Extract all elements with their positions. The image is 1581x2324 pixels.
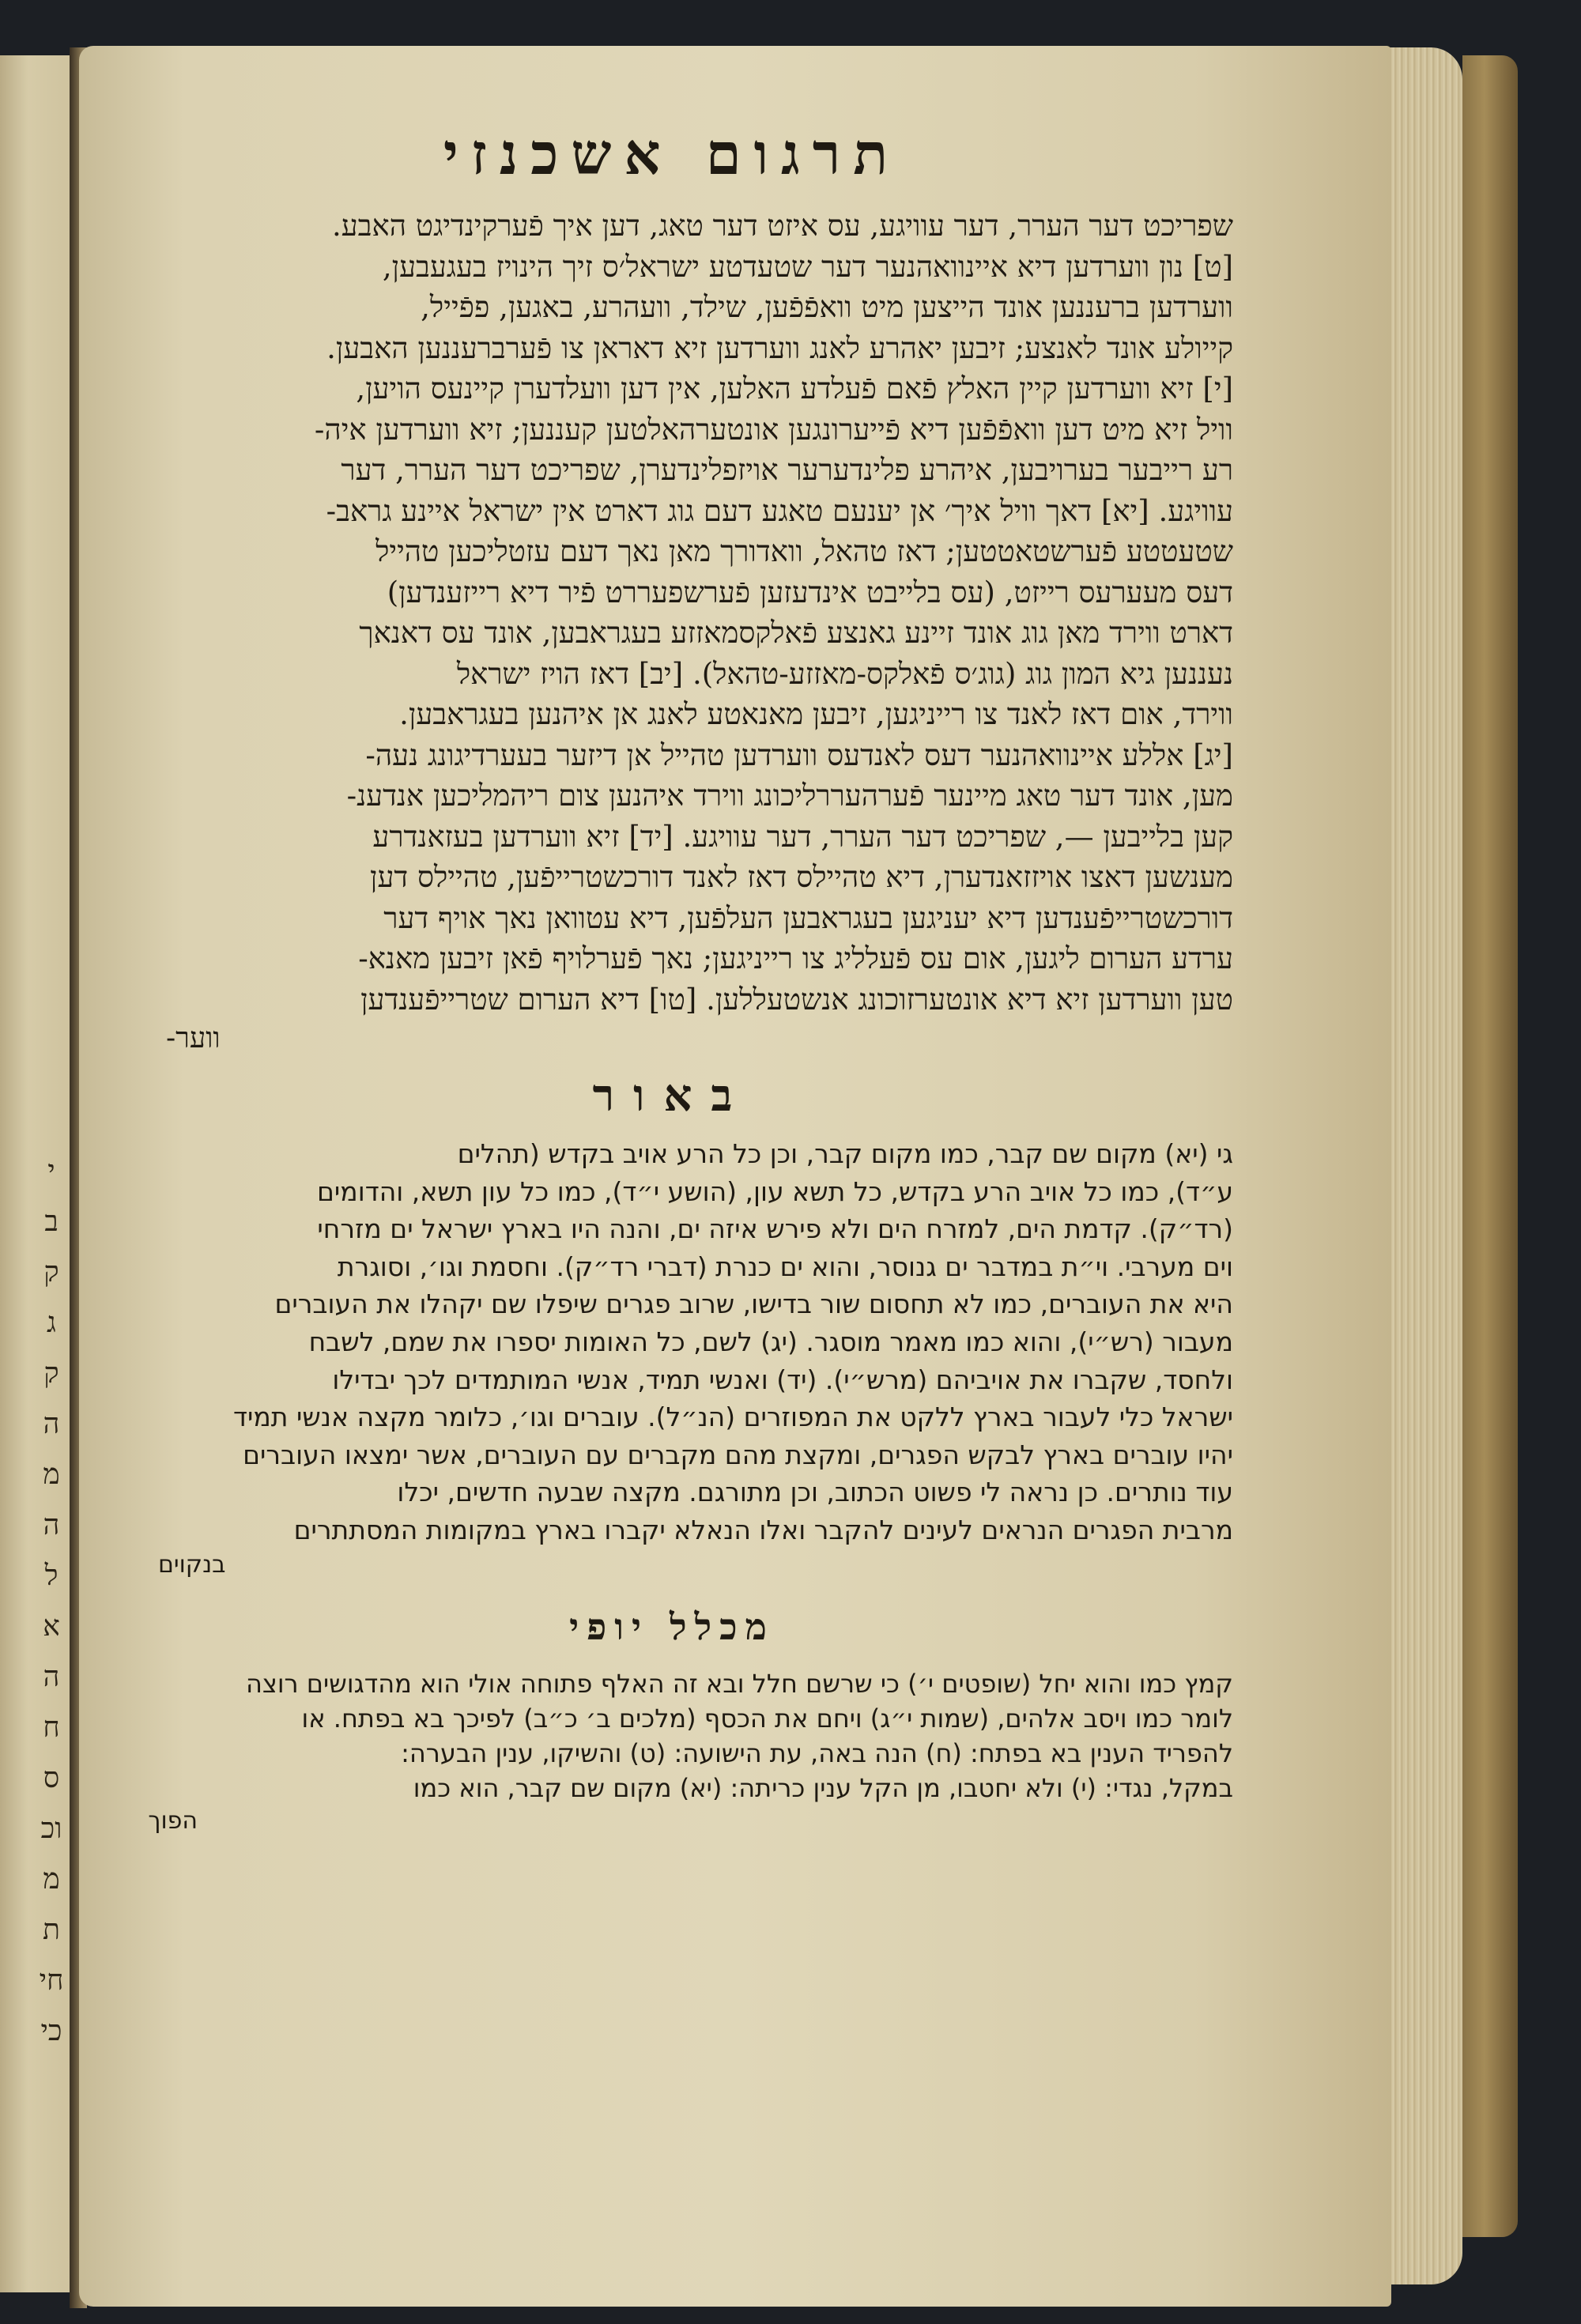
yiddish-line: דעס מעערעס רייזט, (עס בלייבט אינדעזען פֿערשפעררט פֿיר דיא רייזענדען) xyxy=(387,575,1233,609)
left-page-letter: ה xyxy=(43,1509,60,1541)
page-content xyxy=(111,119,1233,1837)
beur-line: (רד״ק). קדמת הים, למזרח הים ולא פירש איזה ים, והנה היו בארץ ישראל ים מזרחי xyxy=(317,1213,1233,1245)
yiddish-line: דארט ווירד מאן גוג אונד זיינע גאנצע פֿאלקסמאזזע בעגראבען, אונד עס דאנאך xyxy=(359,616,1233,650)
yiddish-catchword: ווער- xyxy=(166,1022,221,1054)
left-page-letter: ח xyxy=(43,1711,60,1744)
yiddish-line: מענשען דאצו אויזזאנדערן, דיא טהיילס דאז לאנד דורכשטרייפֿען, טהיילס דען xyxy=(370,860,1233,894)
beur-catchword: בנקוים xyxy=(158,1550,226,1579)
left-page-letter: א xyxy=(43,1610,60,1643)
yofi-catchword: הפוך xyxy=(148,1806,198,1835)
beur-line: גי (יא) מקום שם קבר, כמו מקום קבר, וכן כל הרע אויב בקדש (תהלים xyxy=(457,1138,1233,1169)
running-head: תרגום אשכנזי xyxy=(443,120,901,187)
beur-line: מרבית הפגרים הנראים לעינים להקבר ואלו הנאלא יקברו בארץ במקומות המסתתרים xyxy=(293,1514,1233,1545)
yofi-line: במקל, נגדי: (י) ולא יחטבו, מן הקל ענין כריתה: (יא) מקום שם קבר, הוא כמו xyxy=(413,1772,1233,1803)
beur-line: מעבור (רש״י), והוא כמו מאמר מוסגר. (יג) לשם, כל האומות יספרו את שמם, לשבח xyxy=(308,1326,1233,1357)
yiddish-line: נעננען גיא המון גוג (גוג׳ס פֿאלקס-מאזזע-טהאל). [יב] דאז הויז ישראל xyxy=(456,656,1233,691)
yiddish-line: ערדע הערום ליגען, אום עס פֿעלליג צו רייניגען; נאך פֿערלויף פֿאן זיבען מאנא- xyxy=(358,941,1233,975)
yiddish-line: [י] זיא ווערדען קיין האלץ פֿאם פֿעלדע האלען, אין דען וועלדערן קיינעס הויען, xyxy=(356,372,1233,406)
left-page-letter: י xyxy=(47,1155,55,1187)
beur-line: וים מערבי. וי״ת במדבר ים גנוסר, והוא ים כנרת (דברי רד״ק). וחסמת וגו׳, וסוגרת xyxy=(337,1251,1233,1282)
left-page-letter: ת xyxy=(43,1914,60,1946)
left-page-letters xyxy=(38,1146,65,2057)
yofi-line: להפריד הענין בא בפתח: (ח) הנה באה, עת הישועה: (ט) והשיקו, ענין הבערה: xyxy=(401,1737,1233,1768)
beur-commentary xyxy=(111,1135,1233,1549)
yiddish-translation xyxy=(111,206,1233,1020)
yiddish-line: [יג] אללע איינוואהנער דעס לאנדעס ווערדען טהייל אן דיזער בעערדיגונג נעה- xyxy=(365,738,1233,772)
yiddish-line: וויל זיא מיט דען וואפֿפֿען דיא פֿייערונגען אונטערהאלטען קעננען; זיא ווערדען איה- xyxy=(314,412,1233,447)
left-page-letter: ק xyxy=(43,1256,59,1288)
beur-line: ע״ד), כמו כל אויב הרע בקדש, כל תשא עון, (הושע י״ד), כמו כל עון תשא, והדומים xyxy=(317,1175,1233,1207)
beur-line: ישראל כלי לעבור בארץ ללקט את המפוזרים (הנ״ל). עוברים וגו׳, כלומר מקצה אנשי תמיד xyxy=(233,1402,1233,1433)
book-cover-edge xyxy=(1462,55,1518,2237)
yiddish-line: טען ווערדען זיא דיא אונטערזוכונג אנשטעללען. [טו] דיא הערום שטרייפֿענדען xyxy=(360,982,1233,1017)
left-page-letter: ק xyxy=(43,1357,59,1390)
yiddish-line: [ט] נון ווערדען דיא איינוואהנער דער שטעדטע ישראל׳ס זיך הינויז בעגעבען, xyxy=(382,249,1233,284)
left-page-letter: ס xyxy=(43,1762,60,1794)
left-page-letter: ה xyxy=(43,1661,60,1693)
yofi-line: לומר כמו ויסב אלהים, (שמות י״ג) ויחם את הכסף (מלכים ב׳ כ״ב) לפיכך בא בפתח. או xyxy=(301,1703,1233,1734)
left-page-letter: חי xyxy=(39,1964,64,1997)
left-page-letter: ל xyxy=(44,1560,58,1592)
left-page-letter: וכ xyxy=(40,1813,62,1845)
left-page-letter: ה xyxy=(43,1408,60,1440)
yiddish-line: שטעטטע פֿערשטאטטען; דאז טהאל, וואדורך מאן נאך דעם עזטליכען טהייל xyxy=(375,534,1233,568)
yiddish-line: קען בלייבען —, שפריכט דער הערר, דער עוויגע. [יד] זיא ווערדען בעזאנדרע xyxy=(372,819,1233,854)
yiddish-line: ווירד, אום דאז לאנד צו רייניגען, זיבען מאנאטע לאנג אן איהנען בעגראבען. xyxy=(399,697,1233,731)
left-page xyxy=(0,55,72,2292)
yiddish-line: ווערדען ברעננען אונד הייצען מיט וואפֿפֿען, שילד, וועהרע, באגען, פפֿייל, xyxy=(421,290,1233,324)
yiddish-line: דורכשטרייפֿענדען דיא יעניגען בעגראבען העלפֿען, דיא עטוואן נאך אויף דער xyxy=(383,900,1233,935)
beur-line: ולחסד, שקברו את אויביהם (מרש״י). (יד) ואנשי תמיד, אנשי המותמדים לכך יבדילו xyxy=(332,1364,1233,1395)
yiddish-line: מען, אונד דער טאג מיינער פֿערהעררליכונג ווירד איהנען צום ריהמליכען אנדענ- xyxy=(346,779,1233,813)
yiddish-line: עוויגע. [יא] דאך וויל איך׳ אן יענעם טאגע דעם גוג דארט אין ישראל איינע גראב- xyxy=(326,493,1233,528)
left-page-letter: ג xyxy=(47,1307,56,1339)
left-page-letter: מ xyxy=(43,1863,60,1896)
left-page-letter: ב xyxy=(44,1205,58,1238)
beur-line: היא את העוברים, כמו לא תחסום שור בדישו, שרוב פגרים שיפלו שם יקהלו את העוברים xyxy=(274,1288,1233,1320)
yiddish-line: רע רייבער בערויבען, איהרע פלינדערער אויזפלינדערן, שפריכט דער הערר, דער xyxy=(341,453,1233,487)
beur-line: עוד נותרים. כן נראה לי פשוט הכתוב, וכן מתורגם. מקצה שבעה חדשים, יכלו xyxy=(397,1477,1233,1508)
yiddish-line: קייולע אונד לאנצע; זיבען יאהרע לאנג ווערדען זיא דאראן צו פֿערברעננען האבען. xyxy=(326,330,1233,365)
beur-line: יהיו עוברים בארץ לבקש הפגרים, ומקצת מהם מקברים עם העוברים, אשר ימצאו העוברים xyxy=(243,1439,1233,1470)
left-page-letter: כי xyxy=(40,2015,62,2047)
yofi-commentary xyxy=(111,1666,1233,1805)
yiddish-line: שפריכט דער הערר, דער עוויגע, עס איזט דער טאג, דען איך פֿערקינדיגט האבע. xyxy=(331,209,1233,243)
yofi-line: קמץ כמו והוא יחל (שופטים י׳) כי שרשם חלל ובא זה האלף פתוחה אולי הוא מהדגושים רוצה xyxy=(245,1668,1233,1699)
beur-heading: באור xyxy=(592,1070,752,1122)
yofi-heading: מכלל יופי xyxy=(569,1605,775,1648)
left-page-letter: מ xyxy=(43,1458,60,1491)
